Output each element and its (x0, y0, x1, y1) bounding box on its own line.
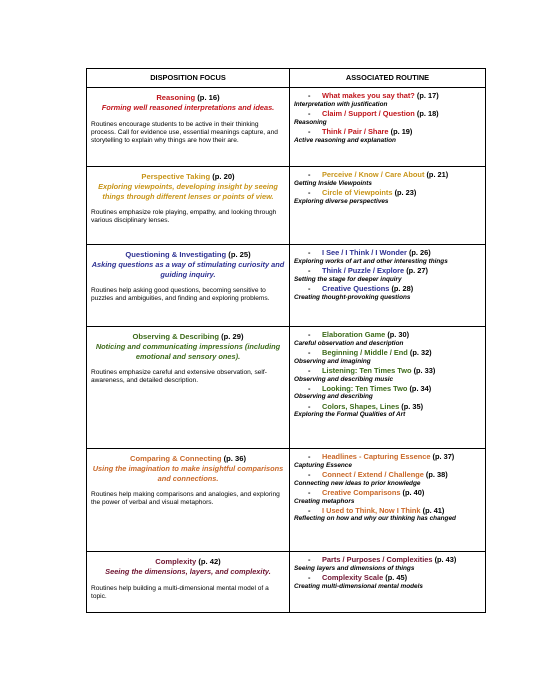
routine-description: Connecting new ideas to prior knowledge (294, 479, 421, 487)
disposition-cell (87, 449, 290, 552)
routine-page: (p. 19) (390, 126, 413, 136)
disposition-description: Routines help asking good questions, becoming sensitive to puzzles and ambiguities, and finding and exploring problems. (91, 286, 270, 303)
routine-name (294, 402, 481, 412)
disposition-cell (87, 245, 290, 327)
routine-page: (p. 17) (416, 91, 439, 100)
disposition-subtitle: Asking questions as a way of stimulating curiosity and guiding inquiry. (91, 260, 285, 279)
bullet-dash-icon: - (308, 401, 311, 411)
table-body (87, 88, 486, 613)
bullet-dash-icon: - (308, 469, 311, 479)
routine-title: Beginning / Middle / End (322, 347, 408, 357)
disposition-title-text: Complexity (155, 557, 197, 566)
bullet-dash-icon: - (308, 108, 311, 118)
header-associated-routine: ASSOCIATED ROUTINE (290, 69, 486, 88)
routine-description: Seeing layers and dimensions of things (294, 564, 415, 572)
disposition-title-text: Comparing & Connecting (129, 454, 222, 463)
routine-name (294, 91, 481, 101)
bullet-dash-icon: - (308, 283, 311, 293)
disposition-cell (87, 167, 290, 245)
disposition-cell (87, 552, 290, 613)
disposition-subtitle: Seeing the dimensions, layers, and complexity. (105, 567, 271, 577)
routine-name (294, 573, 481, 583)
routine-description: Getting Inside Viewpoints (294, 179, 372, 187)
routine-name (294, 506, 481, 516)
routine-description: Creating thought-provoking questions (294, 293, 411, 301)
routine-page: (p. 35) (401, 401, 424, 411)
disposition-title (91, 332, 285, 341)
routine-description: Creating metaphors (294, 497, 355, 505)
routine-title: I Used to Think, Now I Think (322, 505, 421, 515)
disposition-subtitle: Exploring viewpoints, developing insight by seeing things through different lenses or points of view. (98, 182, 278, 201)
table-row (87, 449, 486, 552)
disposition-title (91, 557, 285, 566)
bullet-dash-icon: - (308, 555, 311, 564)
routine-description: Reflecting on how and why our thinking has changed (294, 515, 456, 523)
routine-name (294, 488, 481, 498)
routine-title: Creative Comparisons (322, 487, 401, 497)
disposition-page: (p. 20) (212, 172, 235, 181)
disposition-subtitle: Noticing and communicating impressions (including emotional and sensory ones). (95, 342, 281, 361)
bullet-dash-icon: - (308, 126, 311, 136)
table-row (87, 552, 486, 613)
disposition-cell (87, 327, 290, 449)
bullet-dash-icon: - (308, 487, 311, 497)
routine-name (294, 555, 481, 565)
disposition-description: Routines help building a multi-dimensional mental model of a topic. (91, 584, 269, 600)
bullet-dash-icon: - (308, 91, 311, 100)
routine-description: Exploring the Formal Qualities of Art (294, 411, 406, 419)
routine-name (294, 109, 481, 119)
disposition-page: (p. 25) (228, 250, 251, 259)
routine-title: Complexity Scale (322, 572, 384, 582)
bullet-dash-icon: - (308, 248, 311, 257)
routine-title: I See / I Think / I Wonder (322, 248, 407, 257)
routine-name (294, 188, 481, 198)
bullet-dash-icon: - (308, 365, 311, 375)
disposition-title-text: Reasoning (156, 93, 196, 102)
disposition-routine-table (86, 68, 486, 613)
routine-title: Think / Puzzle / Explore (322, 265, 405, 275)
bullet-dash-icon: - (308, 383, 311, 393)
routine-title: Looking: Ten Times Two (322, 383, 408, 393)
routine-title: Headlines - Capturing Essence (322, 452, 431, 461)
routine-page: (p. 30) (387, 330, 410, 339)
routine-name (294, 384, 481, 394)
table-row (87, 327, 486, 449)
bullet-dash-icon: - (308, 572, 311, 582)
table-row (87, 167, 486, 245)
routine-title: Parts / Purposes / Complexities (322, 555, 433, 564)
routine-cell (290, 552, 486, 613)
routine-name (294, 452, 481, 462)
routine-page: (p. 34) (409, 383, 432, 393)
routine-page: (p. 43) (434, 555, 457, 564)
routine-description: Active reasoning and explanation (294, 136, 396, 144)
routine-description: Careful observation and description (294, 339, 404, 347)
disposition-description: Routines help making comparisons and analogies, and exploring the power of verbal and visual metaphors. (91, 490, 280, 507)
bullet-dash-icon: - (308, 170, 311, 179)
routine-description: Exploring works of art and other interesting things (294, 257, 448, 265)
disposition-page: (p. 42) (198, 557, 221, 566)
disposition-title (91, 172, 285, 181)
routine-name (294, 330, 481, 340)
routine-title: Connect / Extend / Challenge (322, 469, 424, 479)
bullet-dash-icon: - (308, 347, 311, 357)
table-row (87, 245, 486, 327)
bullet-dash-icon: - (308, 187, 311, 197)
routine-name (294, 266, 481, 276)
routine-cell (290, 88, 486, 167)
routine-page: (p. 28) (391, 283, 414, 293)
disposition-cell (87, 88, 290, 167)
disposition-title (91, 93, 285, 102)
disposition-title-text: Perspective Taking (141, 172, 211, 181)
disposition-title-text: Observing & Describing (132, 332, 219, 341)
routine-page: (p. 37) (432, 452, 455, 461)
routine-description: Exploring diverse perspectives (294, 197, 389, 205)
routine-name (294, 248, 481, 258)
disposition-title (91, 250, 285, 259)
routine-cell (290, 167, 486, 245)
routine-page: (p. 21) (426, 170, 449, 179)
routine-cell (290, 449, 486, 552)
disposition-page: (p. 29) (221, 332, 244, 341)
disposition-subtitle: Using the imagination to make insightful comparisons and connections. (92, 464, 284, 483)
routine-title: Think / Pair / Share (322, 126, 389, 136)
disposition-description: Routines emphasize careful and extensive observation, self-awareness, and detailed description. (91, 368, 267, 385)
routine-description: Observing and describing music (294, 375, 394, 383)
routine-name (294, 127, 481, 137)
routine-description: Observing and describing (294, 393, 373, 401)
routine-description: Reasoning (294, 118, 327, 126)
routine-page: (p. 38) (425, 469, 448, 479)
routine-name (294, 366, 481, 376)
table-row (87, 88, 486, 167)
routine-name (294, 170, 481, 180)
routine-title: Colors, Shapes, Lines (322, 401, 400, 411)
routine-title: What makes you say that? (322, 91, 415, 100)
routine-page: (p. 41) (422, 505, 445, 515)
routine-page: (p. 45) (385, 572, 408, 582)
routine-page: (p. 26) (408, 248, 431, 257)
routine-page: (p. 18) (416, 108, 439, 118)
bullet-dash-icon: - (308, 452, 311, 461)
routine-title: Listening: Ten Times Two (322, 365, 412, 375)
routine-title: Circle of Viewpoints (322, 187, 393, 197)
routine-page: (p. 33) (413, 365, 436, 375)
routine-description: Interpretation with justification (294, 100, 388, 108)
routine-description: Setting the stage for deeper inquiry (294, 275, 402, 283)
routine-description: Capturing Essence (294, 461, 352, 469)
disposition-description: Routines encourage students to be active in their thinking process. Call for evidence use, essential meanings capture, and storytelling to explain why things are how their are. (91, 120, 278, 144)
routine-title: Creative Questions (322, 283, 390, 293)
routine-page: (p. 27) (406, 265, 428, 275)
disposition-description: Routines emphasize role playing, empathy, and looking through various disciplinary lenses. (91, 208, 277, 225)
bullet-dash-icon: - (308, 505, 311, 515)
disposition-page: (p. 16) (197, 93, 220, 102)
routine-name (294, 348, 481, 358)
routine-title: Elaboration Game (322, 330, 386, 339)
routine-cell (290, 327, 486, 449)
disposition-page: (p. 36) (223, 454, 247, 463)
routine-description: Observing and imagining (294, 357, 371, 365)
bullet-dash-icon: - (308, 330, 311, 339)
routine-page: (p. 40) (402, 487, 425, 497)
header-disposition-focus: DISPOSITION FOCUS (87, 69, 290, 88)
routine-page: (p. 23) (394, 187, 417, 197)
routine-title: Claim / Support / Question (322, 108, 415, 118)
routine-description: Creating multi-dimensional mental models (294, 582, 423, 590)
disposition-title (91, 454, 285, 463)
routine-page: (p. 32) (409, 347, 432, 357)
routine-cell (290, 245, 486, 327)
disposition-subtitle: Forming well reasoned interpretations and ideas. (101, 103, 275, 113)
bullet-dash-icon: - (308, 265, 311, 275)
table-header-row (87, 69, 486, 88)
disposition-title-text: Questioning & Investigating (125, 250, 227, 259)
routine-name (294, 284, 481, 294)
routine-name (294, 470, 481, 480)
routine-title: Perceive / Know / Care About (322, 170, 425, 179)
